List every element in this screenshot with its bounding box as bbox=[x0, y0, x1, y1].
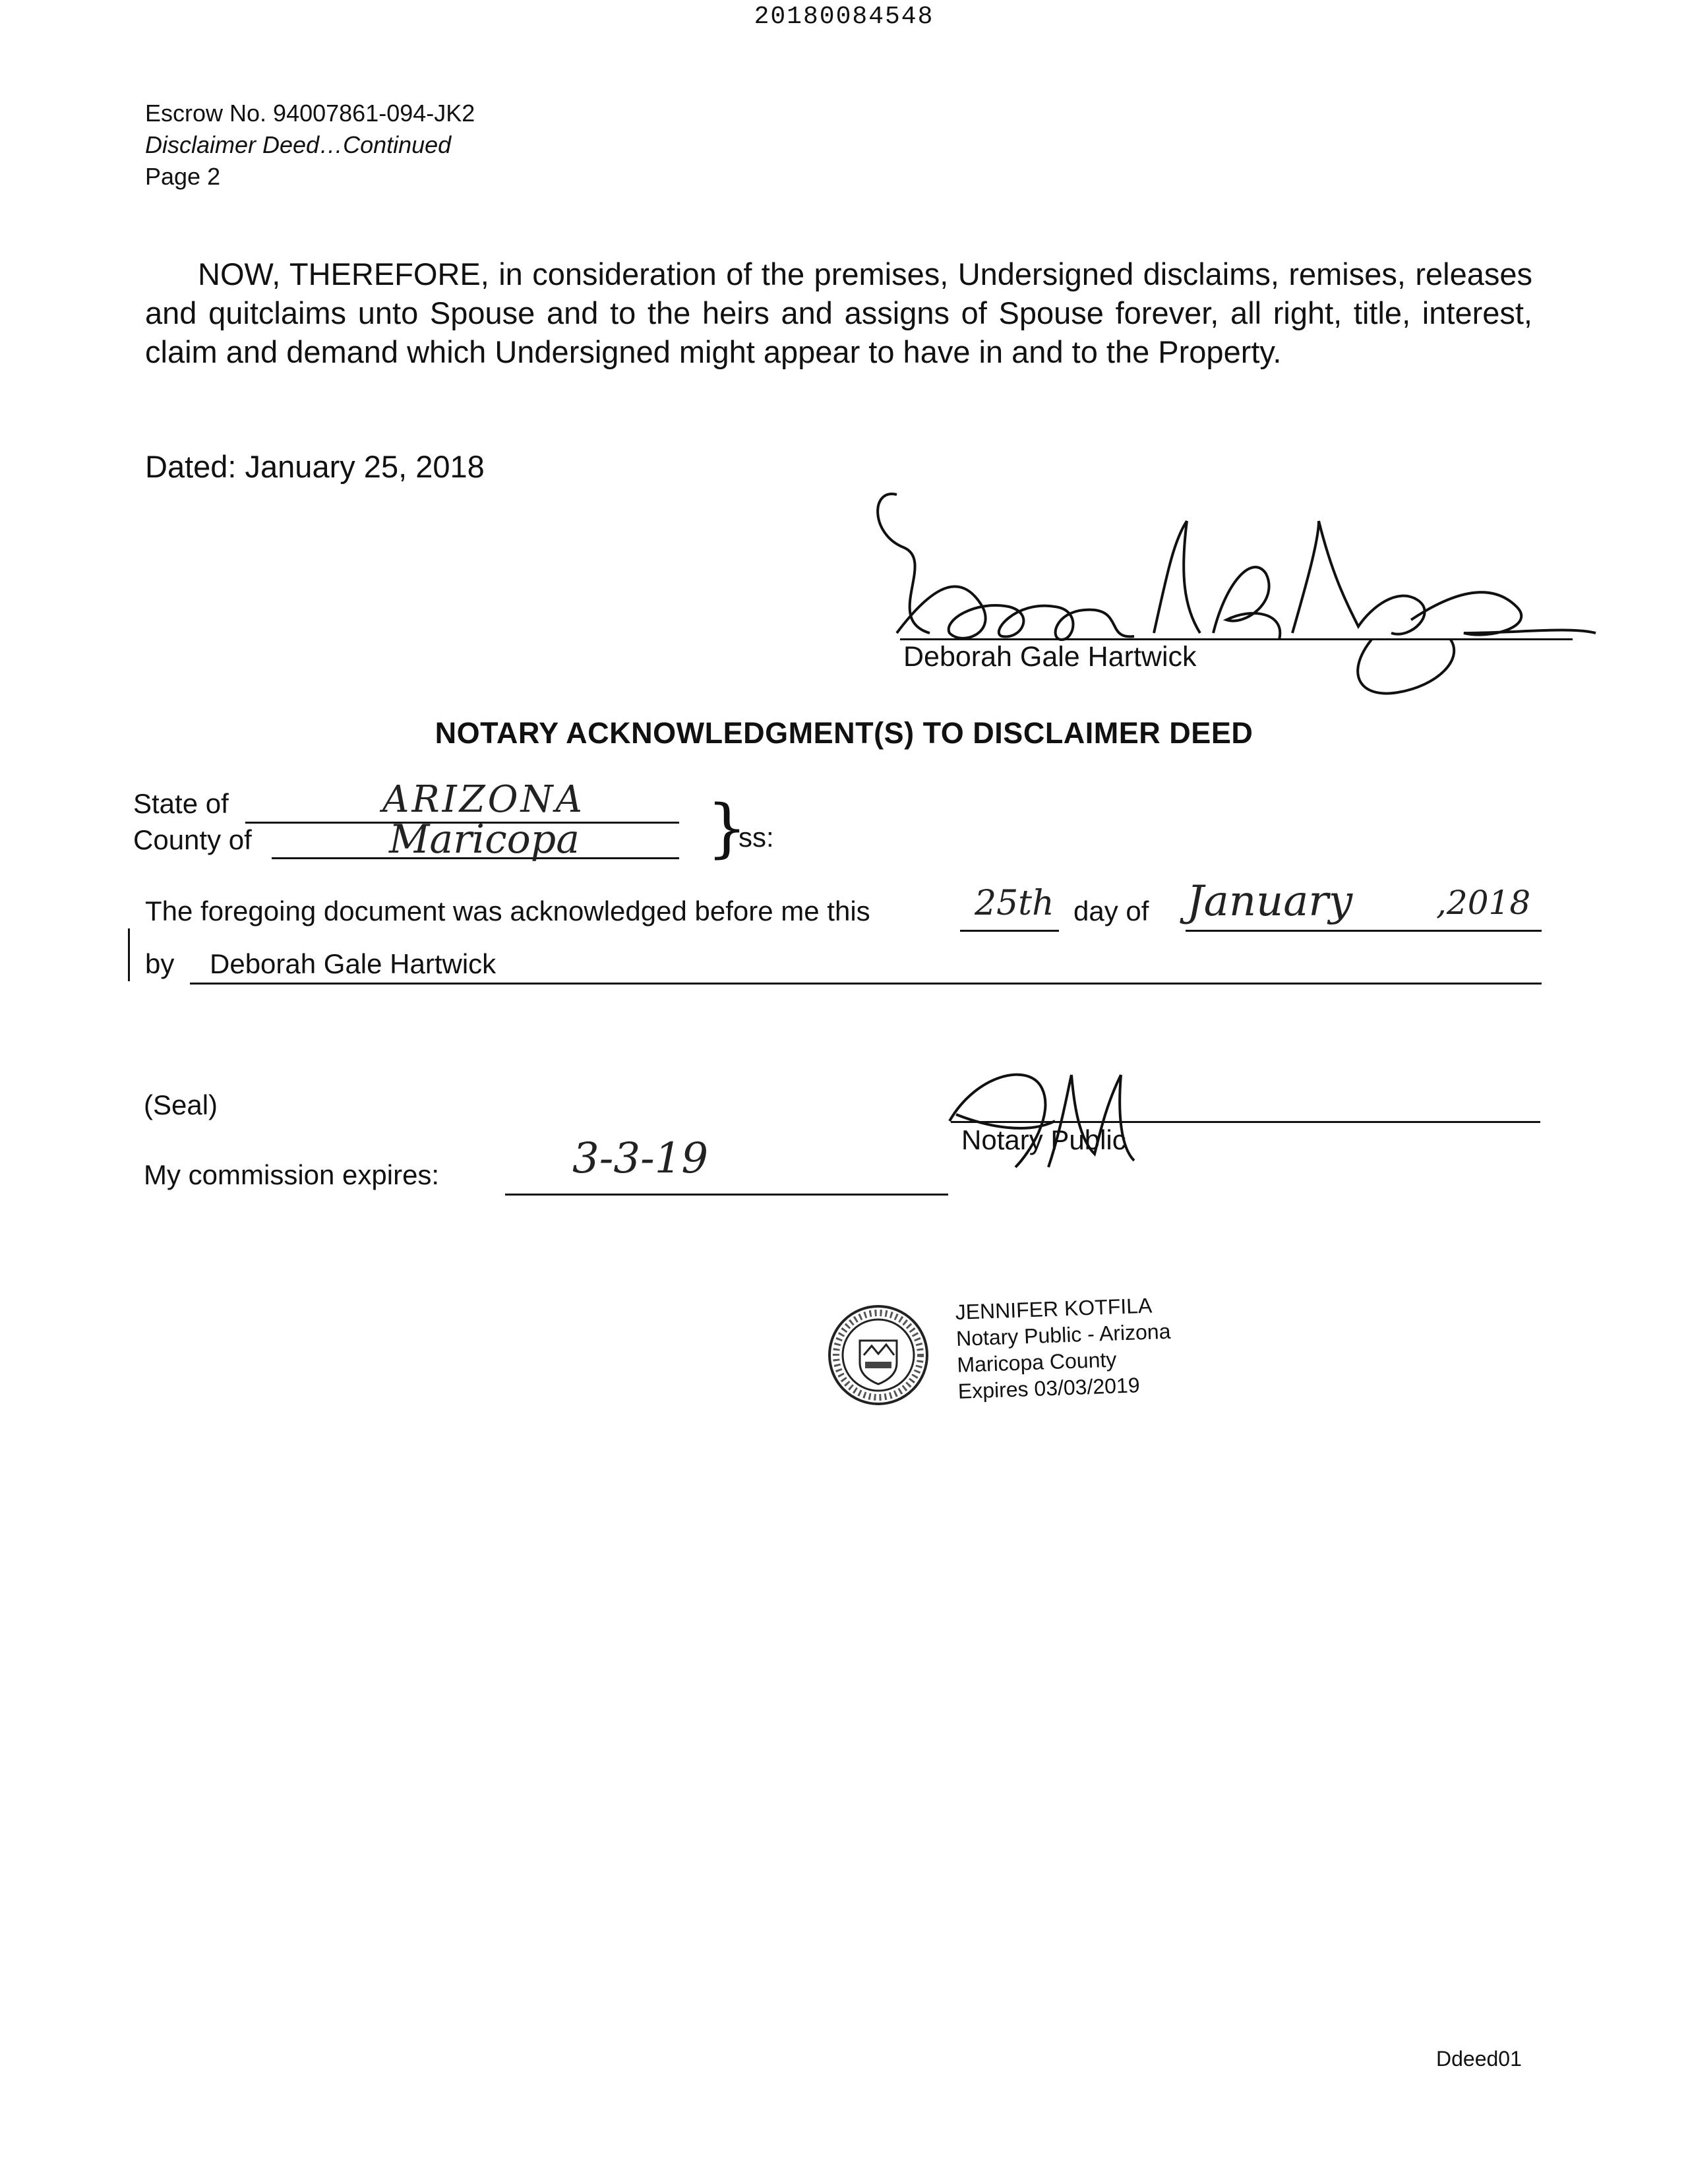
commission-label: My commission expires: bbox=[144, 1159, 440, 1190]
arizona-state-seal-icon bbox=[826, 1302, 931, 1408]
month-underline bbox=[1186, 930, 1542, 932]
day-of-label: day of bbox=[1073, 895, 1149, 926]
year-value: ,2018 bbox=[1436, 884, 1531, 922]
by-underline bbox=[190, 983, 1542, 985]
dated-line: Dated: January 25, 2018 bbox=[145, 449, 485, 484]
footer-code: Ddeed01 bbox=[1436, 2047, 1522, 2071]
document-title: Disclaimer Deed…Continued bbox=[145, 131, 452, 158]
commission-value: 3-3-19 bbox=[572, 1134, 709, 1183]
notary-stamp bbox=[955, 1292, 1173, 1405]
brace-symbol: } bbox=[707, 791, 748, 865]
foregoing-text: The foregoing document was acknowledged before me this bbox=[145, 895, 870, 926]
by-value: Deborah Gale Hartwick bbox=[210, 948, 497, 979]
day-underline bbox=[960, 930, 1059, 932]
notary-section-title: NOTARY ACKNOWLEDGMENT(S) TO DISCLAIMER DEED bbox=[435, 716, 1253, 750]
margin-mark bbox=[128, 928, 130, 981]
state-label: State of bbox=[133, 788, 229, 819]
signer-signature-line bbox=[900, 638, 1573, 640]
signer-name: Deborah Gale Hartwick bbox=[903, 641, 1197, 673]
day-value: 25th bbox=[975, 884, 1054, 923]
notary-public-label: Notary Public bbox=[961, 1124, 1126, 1155]
stamp-expiry: Expires 03/03/2019 bbox=[957, 1373, 1141, 1403]
notary-signature-line bbox=[951, 1121, 1540, 1123]
month-value: January bbox=[1187, 877, 1353, 926]
disclaimer-paragraph: NOW, THEREFORE, in consideration of the premises, Undersigned disclaims, remises, releases and quitclaims unto Spouse and to the heirs and assigns of Spouse forever, all right, title, interest, claim and demand which Undersigned might appear to have in and to the Property. bbox=[145, 257, 1532, 369]
escrow-number: Escrow No. 94007861-094-JK2 bbox=[145, 100, 475, 127]
page-number: Page 2 bbox=[145, 163, 221, 190]
stamp-title: Notary Public - Arizona bbox=[955, 1319, 1171, 1350]
signer-signature-image bbox=[857, 475, 1615, 712]
state-value: ARIZONA bbox=[382, 778, 585, 821]
commission-underline bbox=[505, 1194, 948, 1196]
stamp-name: JENNIFER KOTFILA bbox=[955, 1293, 1153, 1324]
ss-label: ss: bbox=[738, 822, 774, 853]
seal-label: (Seal) bbox=[144, 1089, 218, 1120]
by-label: by bbox=[145, 948, 175, 979]
record-number: 20180084548 bbox=[754, 3, 934, 31]
county-value: Maricopa bbox=[389, 816, 580, 863]
county-label: County of bbox=[133, 824, 252, 855]
stamp-county: Maricopa County bbox=[956, 1347, 1117, 1377]
